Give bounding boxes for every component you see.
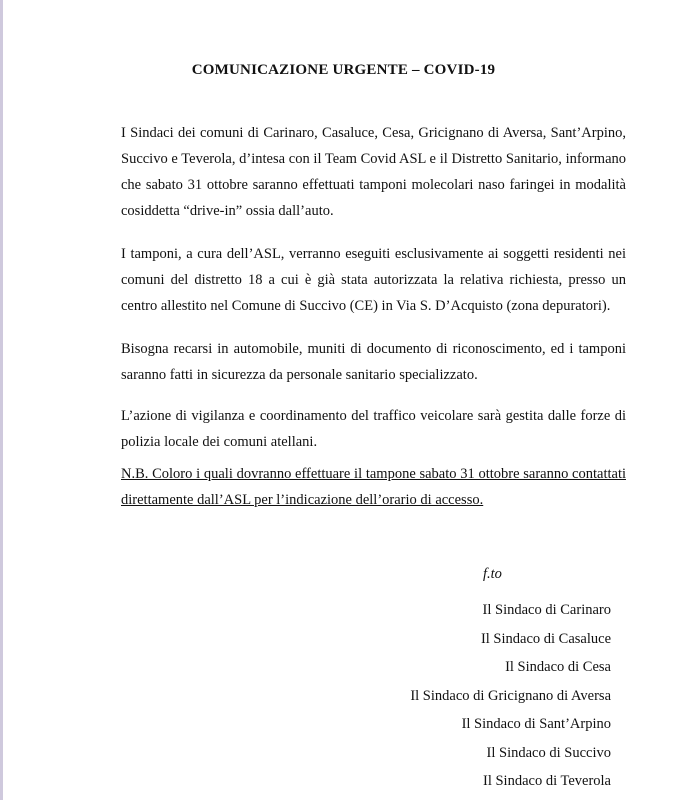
- paragraph-vigilanza: L’azione di vigilanza e coordinamento del traffico veicolare sarà gestita dalle forze di polizia locale dei comuni atellani.: [121, 408, 626, 450]
- signature-intro: f.to: [483, 566, 502, 582]
- signature-list: [291, 596, 611, 796]
- paragraph-nota-bene: N.B. Coloro i quali dovranno effettuare il tampone sabato 31 ottobre saranno contattati direttamente dall’ASL per l’indicazione dell’orario di accesso.: [121, 466, 626, 508]
- signature-teverola: Il Sindaco di Teverola: [483, 773, 611, 789]
- paragraph-intro: I Sindaci dei comuni di Carinaro, Casaluce, Cesa, Gricignano di Aversa, Sant’Arpino, Succivo e Teverola, d’intesa con il Team Covid ASL e il Distretto Sanitario, informano che sabato 31 ottobre saranno effettuati tamponi molecolari naso faringei in modalità cosiddetta “drive-in” ossia dall’auto.: [121, 125, 626, 219]
- page-title: COMUNICAZIONE URGENTE – COVID-19: [191, 62, 496, 78]
- signature-succivo: Il Sindaco di Succivo: [486, 744, 611, 761]
- paragraph-automobile: Bisogna recarsi in automobile, muniti di documento di riconoscimento, ed i tamponi saranno fatti in sicurezza da personale sanitario specializzato.: [121, 341, 626, 383]
- signature-santarpino: Il Sindaco di Sant’Arpino: [461, 716, 611, 732]
- signature-casaluce: Il Sindaco di Casaluce: [480, 630, 611, 647]
- signature-carinaro: Il Sindaco di Carinaro: [482, 602, 611, 618]
- paragraph-tamponi: I tamponi, a cura dell’ASL, verranno eseguiti esclusivamente ai soggetti residenti nei comuni del distretto 18 a cui è già stata autorizzata la relativa richiesta, presso un centro allestito nel Comune di Succivo (CE) in Via S. D’Acquisto (zona depuratori).: [121, 246, 626, 314]
- signature-cesa: Il Sindaco di Cesa: [505, 659, 611, 675]
- signature-gricignano: Il Sindaco di Gricignano di Aversa: [410, 687, 611, 704]
